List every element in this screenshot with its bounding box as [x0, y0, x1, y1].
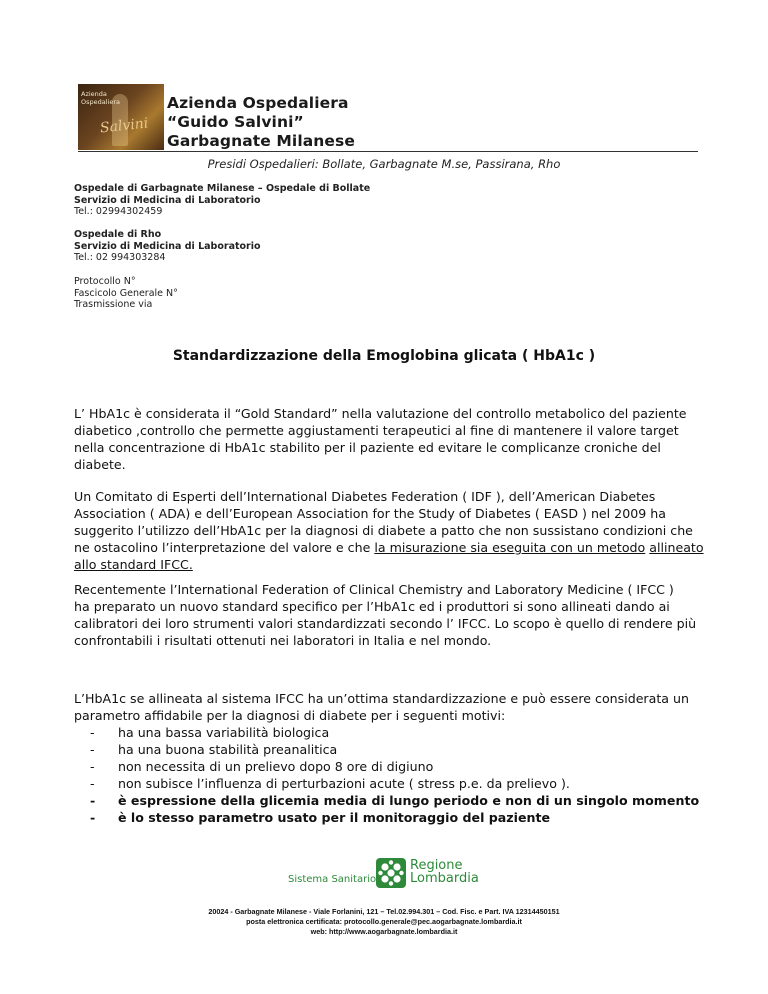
footer-web: web: http://www.aogarbagnate.lombardia.it [310, 927, 458, 936]
paragraph-2-underline-2: allineato allo standard IFCC. [74, 540, 704, 572]
protocollo-label: Protocollo N° [74, 276, 136, 287]
regione-lombardia-logo [288, 856, 488, 892]
contact-phone: Tel.: 02 994303284 [74, 252, 166, 263]
org-name-line1: Azienda Ospedaliera [167, 94, 349, 112]
paragraph-2 [74, 488, 704, 573]
paragraph-4 [74, 690, 704, 724]
paragraph-3-line1: Recentemente l’International Federation of Clinical Chemistry and Laboratory Medicine ( IFCC ) [74, 582, 674, 597]
contact-block-garbagnate [74, 183, 370, 218]
contact-service-name: Servizio di Medicina di Laboratorio [74, 194, 261, 206]
reasons-list [74, 724, 714, 826]
logo-signature: Salvini [99, 115, 150, 137]
list-item: - non subisce l’influenza di perturbazioni acute ( stress p.e. da prelievo ). [90, 776, 570, 791]
contact-hospital-name: Ospedale di Rho [74, 229, 162, 240]
document-title: Standardizzazione della Emoglobina glicata ( HbA1c ) [172, 348, 596, 364]
paragraph-3-line2: ha preparato un nuovo standard specifico per l’HbA1c ed i produttori si sono allineati dando ai calibratori dei loro strumenti valori standardizzati secondo l’ IFCC. Lo scopo è quello di rendere più confrontabili i risultati ottenuti nei laboratori in Italia e nel mondo. [74, 599, 697, 648]
sistema-sanitario-label: Sistema Sanitario [288, 874, 377, 885]
header-divider [78, 151, 698, 152]
footer-address: 20024 - Garbagnate Milanese - Viale Forlanini, 121 – Tel.02.994.301 – Cod. Fisc. e Part. IVA 12314450151 [208, 907, 560, 916]
list-item: - ha una bassa variabilità biologica [90, 725, 330, 740]
footer-pec: posta elettronica certificata: protocollo.generale@pec.aogarbagnate.lombardia.it [246, 917, 522, 926]
contact-block-rho [74, 229, 261, 264]
paragraph-3 [74, 581, 710, 649]
list-item: - è lo stesso parametro usato per il monitoraggio del paziente [90, 810, 551, 825]
hospital-logo [78, 84, 164, 150]
fascicolo-label: Fascicolo Generale N° [74, 287, 178, 299]
presidi-line: Presidi Ospedalieri: Bollate, Garbagnate M.se, Passirana, Rho [207, 157, 561, 171]
paragraph-1 [74, 405, 704, 473]
org-name-line3: Garbagnate Milanese [167, 132, 355, 150]
paragraph-4-text: L’HbA1c se allineata al sistema IFCC ha un’ottima standardizzazione e può essere considerata un parametro affidabile per la diagnosi di diabete per i seguenti motivi: [74, 691, 689, 723]
paragraph-1-text: L’ HbA1c è considerata il “Gold Standard” nella valutazione del controllo metabolico del paziente diabetico ,controllo che permette aggiustamenti terapeutici al fine di mantenere il valore target nella concentrazione di HbA1c stabilito per il paziente ed evitare le complicanze croniche del diabete. [74, 406, 687, 472]
trasmissione-label: Trasmissione via [74, 299, 153, 310]
logo-text-line2: Ospedaliera [81, 98, 121, 106]
list-item: - è espressione della glicemia media di lungo periodo e non di un singolo momento [90, 793, 700, 808]
list-item: - non necessita di un prelievo dopo 8 ore di digiuno [90, 759, 434, 774]
contact-service-name: Servizio di Medicina di Laboratorio [74, 240, 261, 252]
regione-name: Regione Lombardia [410, 858, 479, 886]
list-item: - ha una buona stabilità preanalitica [90, 742, 338, 757]
org-name-line2: “Guido Salvini” [167, 113, 304, 131]
paragraph-2-text: Un Comitato di Esperti dell’International Diabetes Federation ( IDF ), dell’American Diabetes Association ( ADA) e dell’European Association for the Study of Diabetes ( EASD ) nel 2009 ha suggerito l’utilizzo dell’HbA1c per la diagnosi di diabete a patto che non sussistano condizioni che ne ostacolino l’interpretazione del valore e che [74, 489, 693, 555]
paragraph-2-underline-1: la misurazione sia eseguita con un metodo [374, 540, 646, 555]
protocol-block [74, 276, 178, 311]
contact-phone: Tel.: 02994302459 [74, 206, 163, 217]
contact-hospital-name: Ospedale di Garbagnate Milanese – Ospedale di Bollate [74, 183, 371, 194]
rosa-camuna-icon [376, 858, 406, 888]
logo-text-line1: Azienda [81, 90, 107, 98]
